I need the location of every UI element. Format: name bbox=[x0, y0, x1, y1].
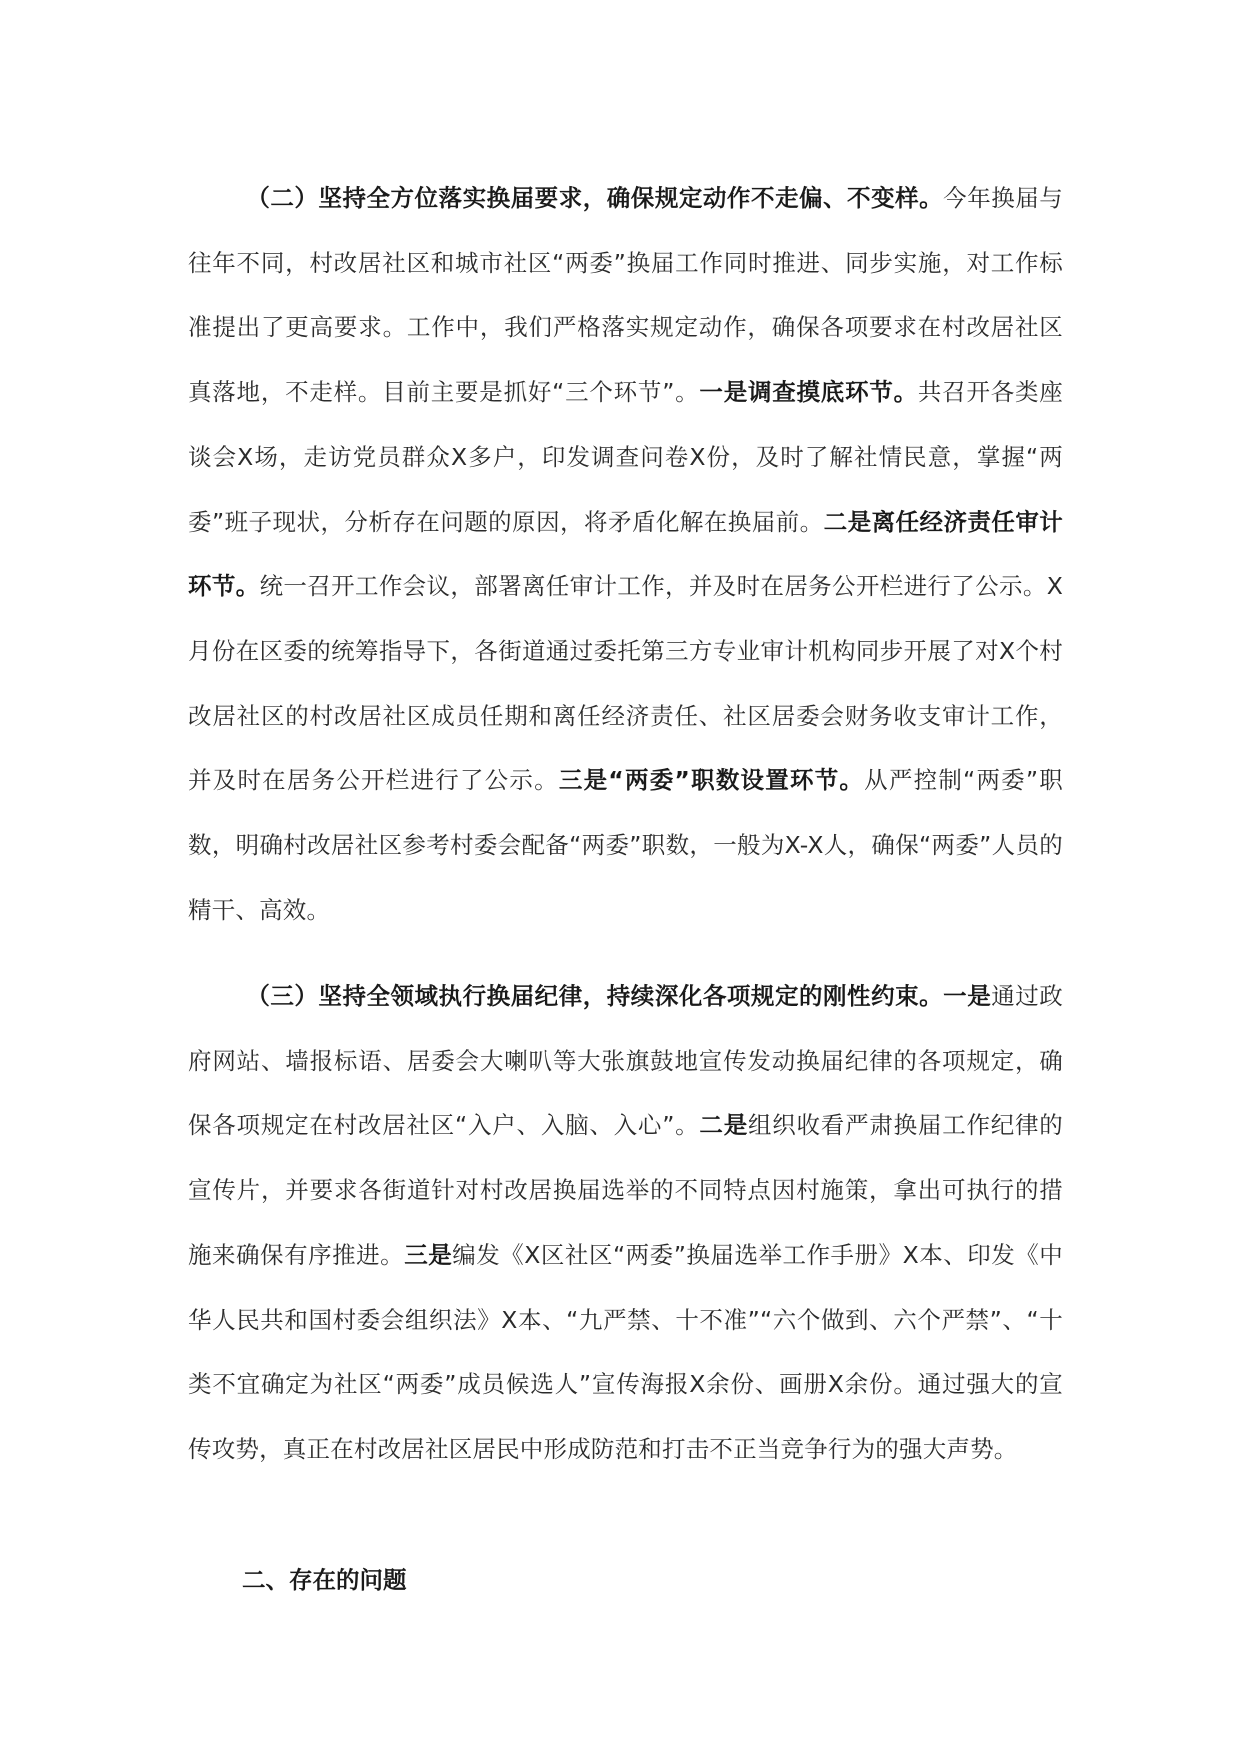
section-3-point-2-body: 组织收看严肃换届工作纪律的宣传片，并要求各街道针对村改居换届选举的不同特点因村施策，拿出可执行的措施来确保有序推进。 bbox=[188, 1111, 1063, 1269]
section-3-point-3-body: 编发《X区社区“两委”换届选举工作手册》X本、印发《中华人民共和国村委会组织法》X本、“九严禁、十不准”“六个做到、六个严禁”、“十类不宜确定为社区“两委”成员候选人”宣传海报X余份、画册X余份。通过强大的宣传攻势，真正在村改居社区居民中形成防范和打击不正当竞争行为的强大声势。 bbox=[188, 1240, 1063, 1463]
section-3-heading: （三）坚持全领域执行换届纪律，持续深化各项规定的刚性约束。 bbox=[246, 982, 944, 1010]
section-2-point-2-title: 二是离任经济责任审计环节。 bbox=[188, 507, 1063, 601]
paragraph-section-2 bbox=[188, 166, 1063, 942]
section-2-point-2-body: 统一召开工作会议，部署离任审计工作，并及时在居务公开栏进行了公示。X月份在区委的统筹指导下，各街道通过委托第三方专业审计机构同步开展了对X个村改居社区的村改居社区成员任期和离任经济责任、社区居委会财务收支审计工作，并及时在居务公开栏进行了公示。 bbox=[188, 572, 1063, 795]
section-2-point-1-title: 一是调查摸底环节。 bbox=[699, 378, 918, 407]
section-3-point-2-title: 二是 bbox=[699, 1111, 748, 1140]
section-2-intro: 今年换届与往年不同，村改居社区和城市社区“两委”换届工作同时推进、同步实施，对工作标准提出了更高要求。工作中，我们严格落实规定动作，确保各项要求在村改居社区真落地，不走样。目前主要是抓好“三个环节”。 bbox=[188, 184, 1063, 407]
paragraph-section-3 bbox=[188, 964, 1063, 1482]
section-2-point-3-title: 三是“两委”职数设置环节。 bbox=[558, 766, 865, 795]
section-3-point-3-title: 三是 bbox=[404, 1240, 453, 1269]
section-3-point-1-title: 一是 bbox=[943, 982, 992, 1010]
section-3-point-1-body: 通过政府网站、墙报标语、居委会大喇叭等大张旗鼓地宣传发动换届纪律的各项规定，确保各项规定在村改居社区“入户、入脑、入心”。 bbox=[188, 982, 1063, 1140]
section-2-point-3-body: 从严控制“两委”职数，明确村改居社区参考村委会配备“两委”职数，一般为X-X人，确保“两委”人员的精干、高效。 bbox=[188, 766, 1063, 924]
section-2-heading: （二）坚持全方位落实换届要求，确保规定动作不走偏、不变样。 bbox=[246, 184, 944, 212]
section-2-point-1-body: 共召开各类座谈会X场，走访党员群众X多户，印发调查问卷X份，及时了解社情民意，掌握“两委”班子现状，分析存在问题的原因，将矛盾化解在换届前。 bbox=[188, 378, 1063, 536]
section-heading-problems: 二、存在的问题 bbox=[242, 1566, 407, 1594]
